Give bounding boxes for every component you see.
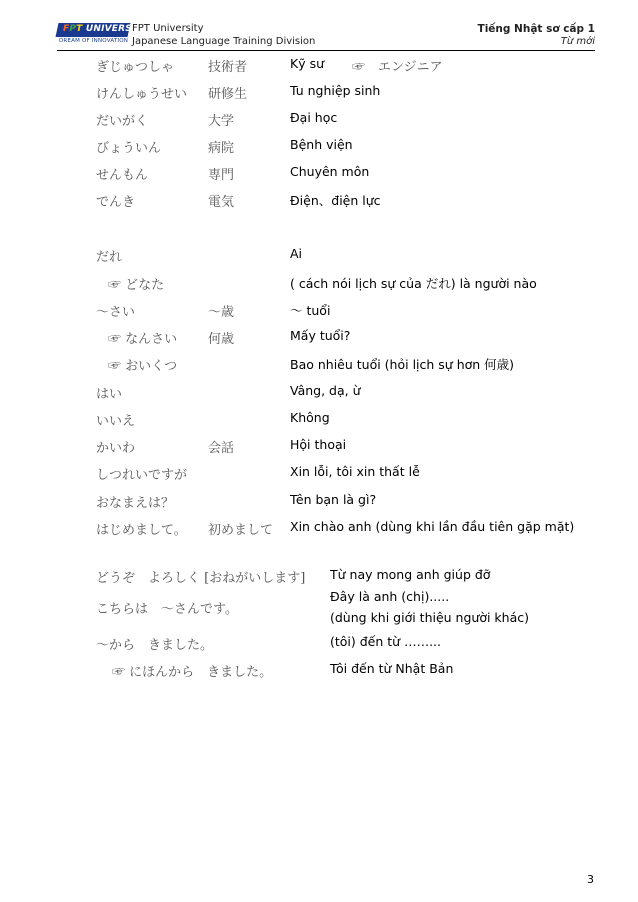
vocab-meaning: Chuyên môn [290, 164, 370, 179]
org-name: FPT University [132, 23, 204, 34]
vocab-kana: だれ [96, 250, 123, 265]
vocab-kana: でんき [96, 195, 136, 210]
phrase-meaning: Tôi đến từ Nhật Bản [330, 661, 454, 676]
vocab-kanji: 初めまして [208, 523, 274, 538]
course-title: Tiếng Nhật sơ cấp 1 [477, 23, 595, 35]
vocab-meaning: Mấy tuổi? [290, 328, 351, 343]
vocab-kanji: 専門 [208, 168, 235, 183]
vocab-kanji: 研修生 [208, 87, 248, 102]
vocab-kana: はじめまして。 [96, 523, 187, 538]
vocab-meaning: Vâng, dạ, ừ [290, 383, 361, 398]
vocab-meaning: Bệnh viện [290, 137, 353, 152]
phrase-japanese: ～から きました。 [96, 638, 214, 653]
vocab-row [0, 301, 638, 323]
vocab-meaning: Bao nhiêu tuổi (hỏi lịch sự hơn 何歳) [290, 357, 515, 372]
vocab-row [0, 56, 638, 78]
vocab-kana: せんもん [96, 168, 149, 183]
vocab-kanji: 病院 [208, 141, 235, 156]
vocab-row [0, 328, 638, 350]
vocab-row [0, 492, 638, 514]
vocab-row [0, 355, 638, 377]
vocab-kana: ☞ どなた [108, 278, 165, 293]
vocab-meaning: Không [290, 410, 330, 425]
vocab-kana: ～さい [96, 305, 136, 320]
fpt-university-logo [57, 23, 149, 49]
phrase-japanese: こちらは ～さんです。 [96, 602, 238, 617]
vocab-meaning: Kỹ sư [290, 56, 325, 71]
vocab-row [0, 191, 638, 213]
vocab-kana: はい [96, 387, 123, 402]
vocab-kana: けんしゅうせい [96, 87, 188, 102]
vocab-kana: しつれいですが [96, 468, 188, 483]
logo-slogan: DREAM OF INNOVATION [59, 38, 129, 44]
vocab-row [0, 110, 638, 132]
vocab-meaning: Xin lỗi, tôi xin thất lễ [290, 464, 420, 479]
vocab-kanji: 大学 [208, 114, 235, 129]
vocab-kanji: 技術者 [208, 60, 248, 75]
vocab-meaning: Ai [290, 246, 303, 261]
vocab-kana: かいわ [96, 441, 136, 456]
section-subtitle: Từ mới [560, 36, 595, 47]
vocab-kana: いいえ [96, 414, 136, 429]
phrase-meaning: (tôi) đến từ ……... [330, 634, 441, 649]
vocab-meaning: ( cách nói lịch sự của だれ) là người nào [290, 276, 537, 291]
vocab-row [0, 83, 638, 105]
phrase-japanese: どうぞ よろしく [おねがいします] [96, 571, 306, 586]
vocab-kana: おなまえは？ [96, 496, 175, 511]
vocab-meaning: Điện、điện lực [290, 193, 381, 208]
division-name: Japanese Language Training Division [132, 36, 316, 47]
vocab-row [0, 274, 638, 296]
header-rule [57, 50, 595, 51]
logo-brand-text: FPT UNIVERSITY [63, 24, 149, 34]
vocab-meaning: Tên bạn là gì? [290, 492, 377, 507]
vocab-meaning: Tu nghiệp sinh [290, 83, 381, 98]
vocab-meaning: Hội thoại [290, 437, 347, 452]
vocab-row [0, 464, 638, 486]
vocab-kanji: 何歳 [208, 332, 235, 347]
phrase-row [0, 567, 638, 589]
vocab-row [0, 137, 638, 159]
vocab-row [0, 519, 638, 541]
vocab-row [0, 383, 638, 405]
phrase-row [0, 634, 638, 656]
vocab-meaning: ～ tuổi [290, 303, 331, 318]
page-number: 3 [587, 873, 594, 886]
phrase-japanese: ☞ にほんから きました。 [112, 665, 273, 680]
vocab-meaning: Đại học [290, 110, 338, 125]
phrase-row [0, 661, 638, 683]
vocab-kanji: 会話 [208, 441, 235, 456]
phrase-row [0, 598, 638, 620]
vocab-kanji: 電気 [208, 195, 235, 210]
phrase-meaning: Từ nay mong anh giúp đỡ [330, 567, 491, 582]
vocab-kana: ☞ おいくつ [108, 359, 178, 374]
phrase-meaning: Đây là anh (chị)..... [330, 589, 450, 604]
vocab-row [0, 246, 638, 268]
vocab-row [0, 164, 638, 186]
vocab-row [0, 410, 638, 432]
vocab-kana: ぎじゅつしゃ [96, 60, 175, 75]
vocab-kana: びょういん [96, 141, 162, 156]
vocab-extra: ☞ エンジニア [352, 60, 443, 75]
page-header [0, 0, 638, 50]
phrase-meaning-note: (dùng khi giới thiệu người khác) [330, 610, 529, 625]
vocab-meaning: Xin chào anh (dùng khi lần đầu tiên gặp mặt) [290, 519, 575, 534]
vocab-row [0, 437, 638, 459]
vocab-kanji: ～歳 [208, 305, 235, 320]
vocab-kana: ☞ なんさい [108, 332, 178, 347]
vocab-kana: だいがく [96, 114, 149, 129]
